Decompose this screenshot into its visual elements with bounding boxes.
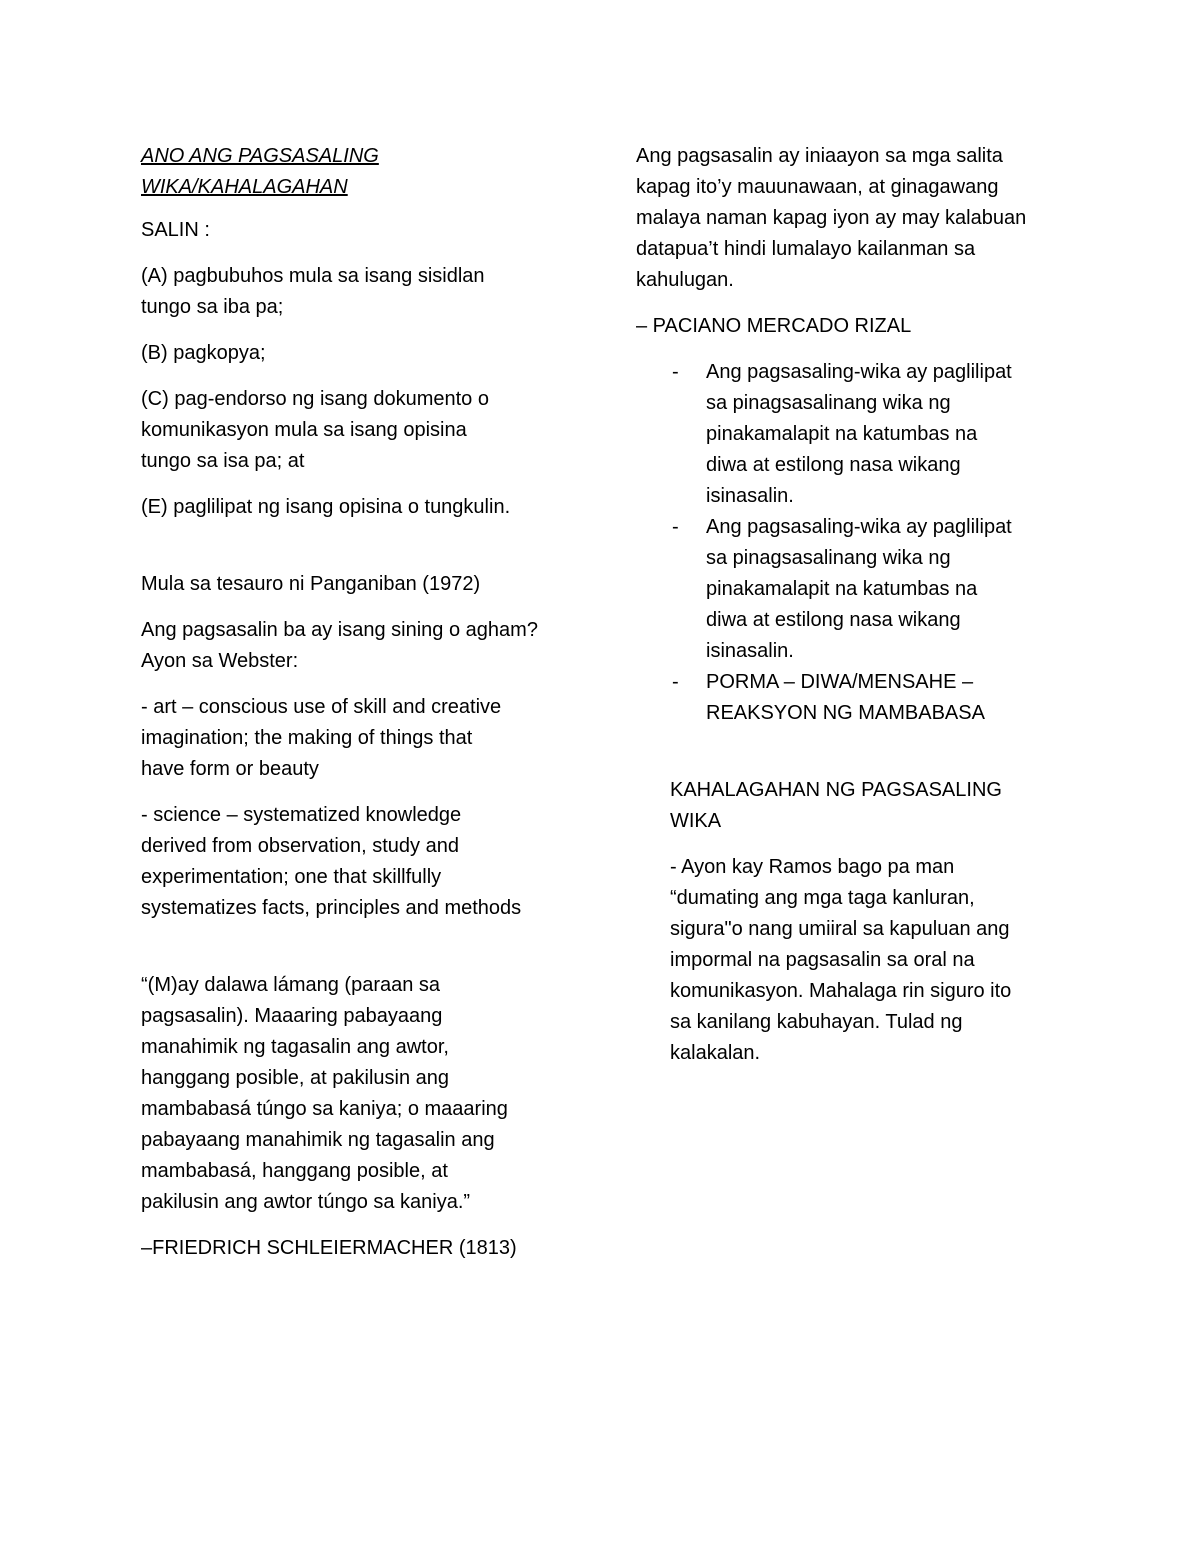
page-title — [141, 141, 581, 203]
kahalagahan-heading: KAHALAGAHAN NG PAGSASALING WIKA — [670, 779, 1002, 832]
salin-item-b: (B) pagkopya; — [141, 342, 266, 364]
list-item — [636, 667, 1076, 729]
sining-agham-question: Ang pagsasalin ba ay isang sining o agham? Ayon sa Webster: — [141, 619, 538, 672]
ramos-paragraph: - Ayon kay Ramos bago pa man “dumating ang mga taga kanluran, sigura"o nang umiiral sa kapuluan ang impormal na pagsasalin sa oral na komunikasyon. Mahalaga rin siguro ito sa kanilang kabuhayan. Tulad ng kalakalan. — [670, 856, 1012, 1064]
spacer — [636, 744, 1076, 775]
list-item-text: Ang pagsasaling-wika ay paglilipat sa pinagsasalinang wika ng pinakamalapit na katumbas na diwa at estilong nasa wikang isinasalin. — [706, 361, 1012, 507]
art-definition: - art – conscious use of skill and creative imagination; the making of things that have form or beauty — [141, 696, 502, 780]
list-item — [636, 357, 1076, 512]
dash-bullet: - — [672, 671, 679, 693]
spacer — [141, 939, 581, 970]
definition-bullet-list — [636, 357, 1076, 729]
salin-item-c: (C) pag-endorso ng isang dokumento o komunikasyon mula sa isang opisina tungo sa isa pa; at — [141, 388, 489, 472]
schleiermacher-quote: “(M)ay dalawa lámang (paraan sa pagsasalin). Maaaring pabayaang manahimik ng tagasalin ang awtor, hanggang posible, at pakilusin ang mambabasá túngo sa kaniya; o maaaring pabayaang manahimik ng tagasalin ang mambabasá, hanggang posible, at pakilusin ang awtor túngo sa kaniya.” — [141, 974, 508, 1213]
list-item-text: Ang pagsasaling-wika ay paglilipat sa pinagsasalinang wika ng pinakamalapit na katumbas na diwa at estilong nasa wikang isinasalin. — [706, 516, 1012, 662]
spacer — [141, 538, 581, 569]
title-line-1: ANO ANG PAGSASALING — [141, 145, 379, 167]
salin-item-a: (A) pagbubuhos mula sa isang sisidlan tungo sa iba pa; — [141, 265, 485, 318]
salin-item-e: (E) paglilipat ng isang opisina o tungkulin. — [141, 496, 511, 518]
right-column — [636, 141, 1076, 1084]
title-line-2: WIKA/KAHALAGAHAN — [141, 176, 348, 198]
rizal-quote: Ang pagsasalin ay iniaayon sa mga salita kapag ito’y mauunawaan, at ginagawang malaya naman kapag iyon ay may kalabuan datapua’t hindi lumalayo kailanman sa kahulugan. — [636, 145, 1027, 291]
tesauro-source: Mula sa tesauro ni Panganiban (1972) — [141, 573, 481, 595]
dash-bullet: - — [672, 516, 679, 538]
dash-bullet: - — [672, 361, 679, 383]
left-column — [141, 141, 581, 1279]
rizal-attribution: – PACIANO MERCADO RIZAL — [636, 315, 912, 337]
list-item-text: PORMA – DIWA/MENSAHE – REAKSYON NG MAMBABASA — [706, 671, 985, 724]
list-item — [636, 512, 1076, 667]
science-definition: - science – systematized knowledge derived from observation, study and experimentation; one that skillfully systematizes facts, principles and methods — [141, 804, 522, 919]
salin-label: SALIN : — [141, 219, 210, 241]
schleiermacher-attribution: –FRIEDRICH SCHLEIERMACHER (1813) — [141, 1237, 517, 1259]
